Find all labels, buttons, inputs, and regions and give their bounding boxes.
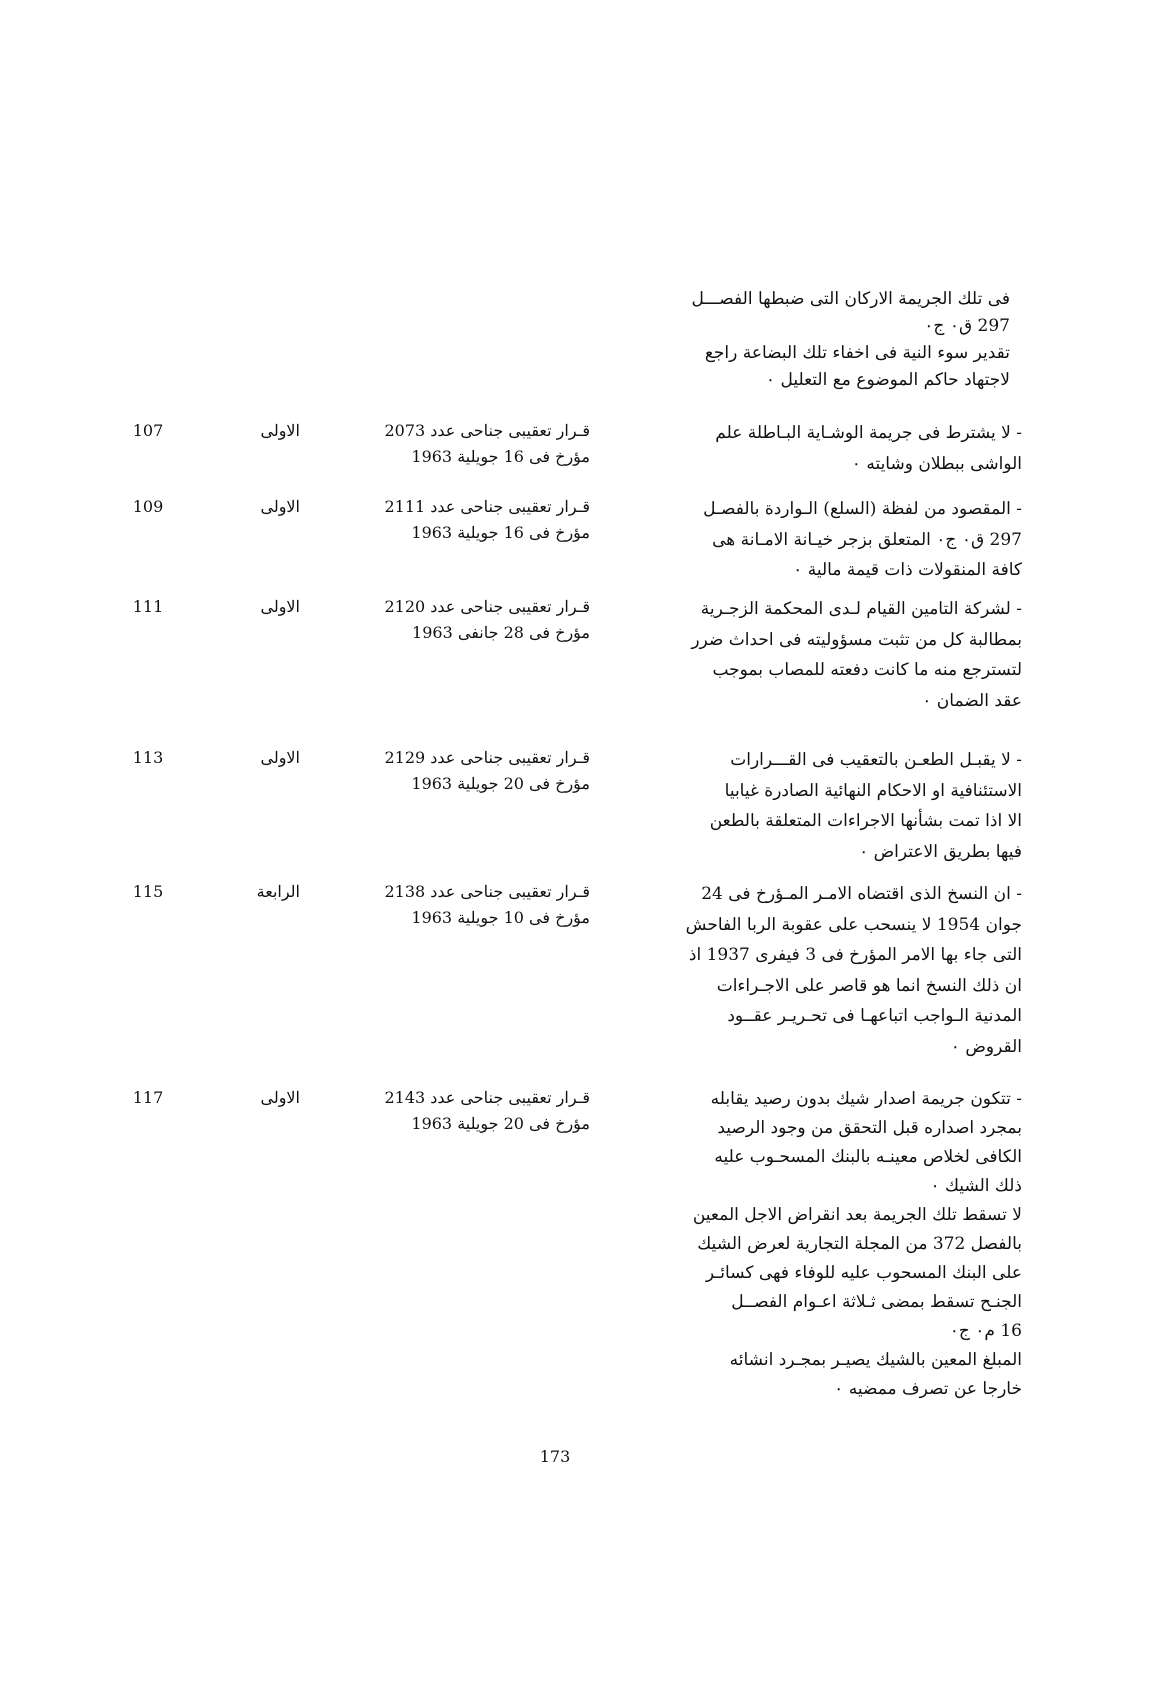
decision-number: قـرار تعقيبى جناحى عدد 2073 bbox=[384, 421, 590, 440]
entry-number: 111 bbox=[132, 597, 164, 616]
summary-line: بالفصل 372 من المجلة التجارية لعرض الشيك bbox=[697, 1234, 1022, 1254]
decision-date: مؤرخ فى 20 جويلية 1963 bbox=[411, 774, 590, 793]
decision-date: مؤرخ فى 28 جانفى 1963 bbox=[412, 623, 590, 642]
intro-line: لاجتهاد حاكم الموضوع مع التعليل ٠ bbox=[765, 370, 1010, 390]
decision-date: مؤرخ فى 20 جويلية 1963 bbox=[411, 1114, 590, 1133]
summary-line: - لا يشترط فى جريمة الوشـاية البـاطلة علم bbox=[715, 423, 1022, 443]
summary-line: - ان النسخ الذى اقتضاه الامـر المـؤرخ فى 24 bbox=[701, 884, 1022, 904]
entry-number: 113 bbox=[132, 748, 164, 767]
decision-number: قـرار تعقيبى جناحى عدد 2138 bbox=[384, 882, 590, 901]
summary-line: ان ذلك النسخ انما هو قاصر على الاجـراءات bbox=[716, 975, 1022, 996]
summary-line: على البنك المسحوب عليه للوفاء فهى كسائـر bbox=[705, 1263, 1022, 1283]
ruling-summary bbox=[630, 494, 1022, 586]
chamber-label: الاولى bbox=[260, 1088, 300, 1107]
entry-number: 107 bbox=[132, 421, 164, 440]
summary-line: 16 م٠ ج٠ bbox=[949, 1321, 1022, 1341]
decision-reference bbox=[300, 1085, 590, 1137]
intro-line: 297 ق٠ ج٠ bbox=[924, 316, 1010, 336]
summary-line: 297 ق٠ ج٠ المتعلق بزجر خيـانة الامـانة هى bbox=[712, 529, 1022, 550]
decision-number: قـرار تعقيبى جناحى عدد 2143 bbox=[384, 1088, 590, 1107]
summary-line: القروض ٠ bbox=[950, 1036, 1022, 1057]
summary-line: - لا يقبـل الطعـن بالتعقيب فى القـــرارات bbox=[730, 750, 1022, 770]
summary-line: - تتكون جريمة اصدار شيك بدون رصيد يقابله bbox=[710, 1089, 1022, 1109]
decision-reference bbox=[300, 418, 590, 470]
summary-line: المبلغ المعين بالشيك يصيـر بمجـرد انشائه bbox=[729, 1350, 1022, 1370]
ruling-summary bbox=[630, 745, 1022, 867]
summary-line: لتسترجع منه ما كانت دفعته للمصاب بموجب bbox=[712, 660, 1022, 680]
summary-line: جوان 1954 لا ينسحب على عقوبة الربا الفاحش bbox=[685, 914, 1022, 935]
summary-line: بمطالبة كل من تثبت مسؤوليته فى احداث ضرر bbox=[691, 629, 1022, 650]
summary-line: - المقصود من لفظة (السلع) الـواردة بالفصـل bbox=[703, 499, 1022, 519]
summary-line: بمجرد اصداره قبل التحقق من وجود الرصيد bbox=[717, 1118, 1022, 1138]
decision-number: قـرار تعقيبى جناحى عدد 2129 bbox=[384, 748, 590, 767]
summary-line: فيها بطريق الاعتراض ٠ bbox=[859, 841, 1022, 862]
chamber-label: الاولى bbox=[260, 497, 300, 516]
summary-line: خارجا عن تصرف ممضيه ٠ bbox=[834, 1379, 1022, 1399]
decision-number: قـرار تعقيبى جناحى عدد 2120 bbox=[384, 597, 590, 616]
decision-date: مؤرخ فى 16 جويلية 1963 bbox=[411, 523, 590, 542]
summary-line: المدنية الـواجب اتباعهـا فى تحـريـر عقــود bbox=[727, 1006, 1022, 1026]
intro-line: تقدير سوء النية فى اخفاء تلك البضاعة راجع bbox=[704, 343, 1010, 363]
decision-reference bbox=[300, 594, 590, 646]
decision-date: مؤرخ فى 10 جويلية 1963 bbox=[411, 908, 590, 927]
intro-paragraph bbox=[630, 286, 1010, 394]
summary-line: ذلك الشيك ٠ bbox=[930, 1176, 1022, 1196]
decision-number: قـرار تعقيبى جناحى عدد 2111 bbox=[384, 497, 590, 516]
summary-line: - لشركة التامين القيام لـدى المحكمة الزجـرية bbox=[700, 599, 1022, 619]
entry-number: 115 bbox=[132, 882, 164, 901]
summary-line: كافة المنقولات ذات قيمة مالية ٠ bbox=[793, 560, 1022, 580]
chamber-label: الاولى bbox=[260, 421, 300, 440]
page-number: 173 bbox=[539, 1447, 571, 1466]
summary-line: الكافى لخلاص معينـه بالبنك المسحـوب عليه bbox=[714, 1147, 1022, 1167]
decision-reference bbox=[300, 494, 590, 546]
summary-line: التى جاء بها الامر المؤرخ فى 3 فيفرى 1937 اذ bbox=[688, 945, 1022, 965]
summary-line: الجنـح تسقط بمضى ثـلاثة اعـوام الفصــل bbox=[731, 1292, 1022, 1312]
ruling-summary bbox=[630, 594, 1022, 716]
chamber-label: الرابعة bbox=[256, 882, 300, 901]
chamber-label: الاولى bbox=[260, 597, 300, 616]
summary-line: عقد الضمان ٠ bbox=[922, 690, 1022, 711]
decision-reference bbox=[300, 745, 590, 797]
decision-reference bbox=[300, 879, 590, 931]
summary-line: الواشى ببطلان وشايته ٠ bbox=[851, 453, 1022, 474]
decision-date: مؤرخ فى 16 جويلية 1963 bbox=[411, 447, 590, 466]
ruling-summary bbox=[630, 879, 1022, 1062]
ruling-summary bbox=[630, 1085, 1022, 1404]
summary-line: الاستئنافية او الاحكام النهائية الصادرة غيابيا bbox=[724, 780, 1022, 801]
summary-line: الا اذا تمت بشأنها الاجراءات المتعلقة بالطعن bbox=[709, 811, 1022, 831]
intro-line: فى تلك الجريمة الاركان التى ضبطها الفصـــل bbox=[691, 289, 1010, 309]
entry-number: 117 bbox=[132, 1088, 164, 1107]
entry-number: 109 bbox=[132, 497, 164, 516]
summary-line: لا تسقط تلك الجريمة بعد انقراض الاجل المعين bbox=[692, 1205, 1022, 1225]
chamber-label: الاولى bbox=[260, 748, 300, 767]
ruling-summary bbox=[630, 418, 1022, 479]
